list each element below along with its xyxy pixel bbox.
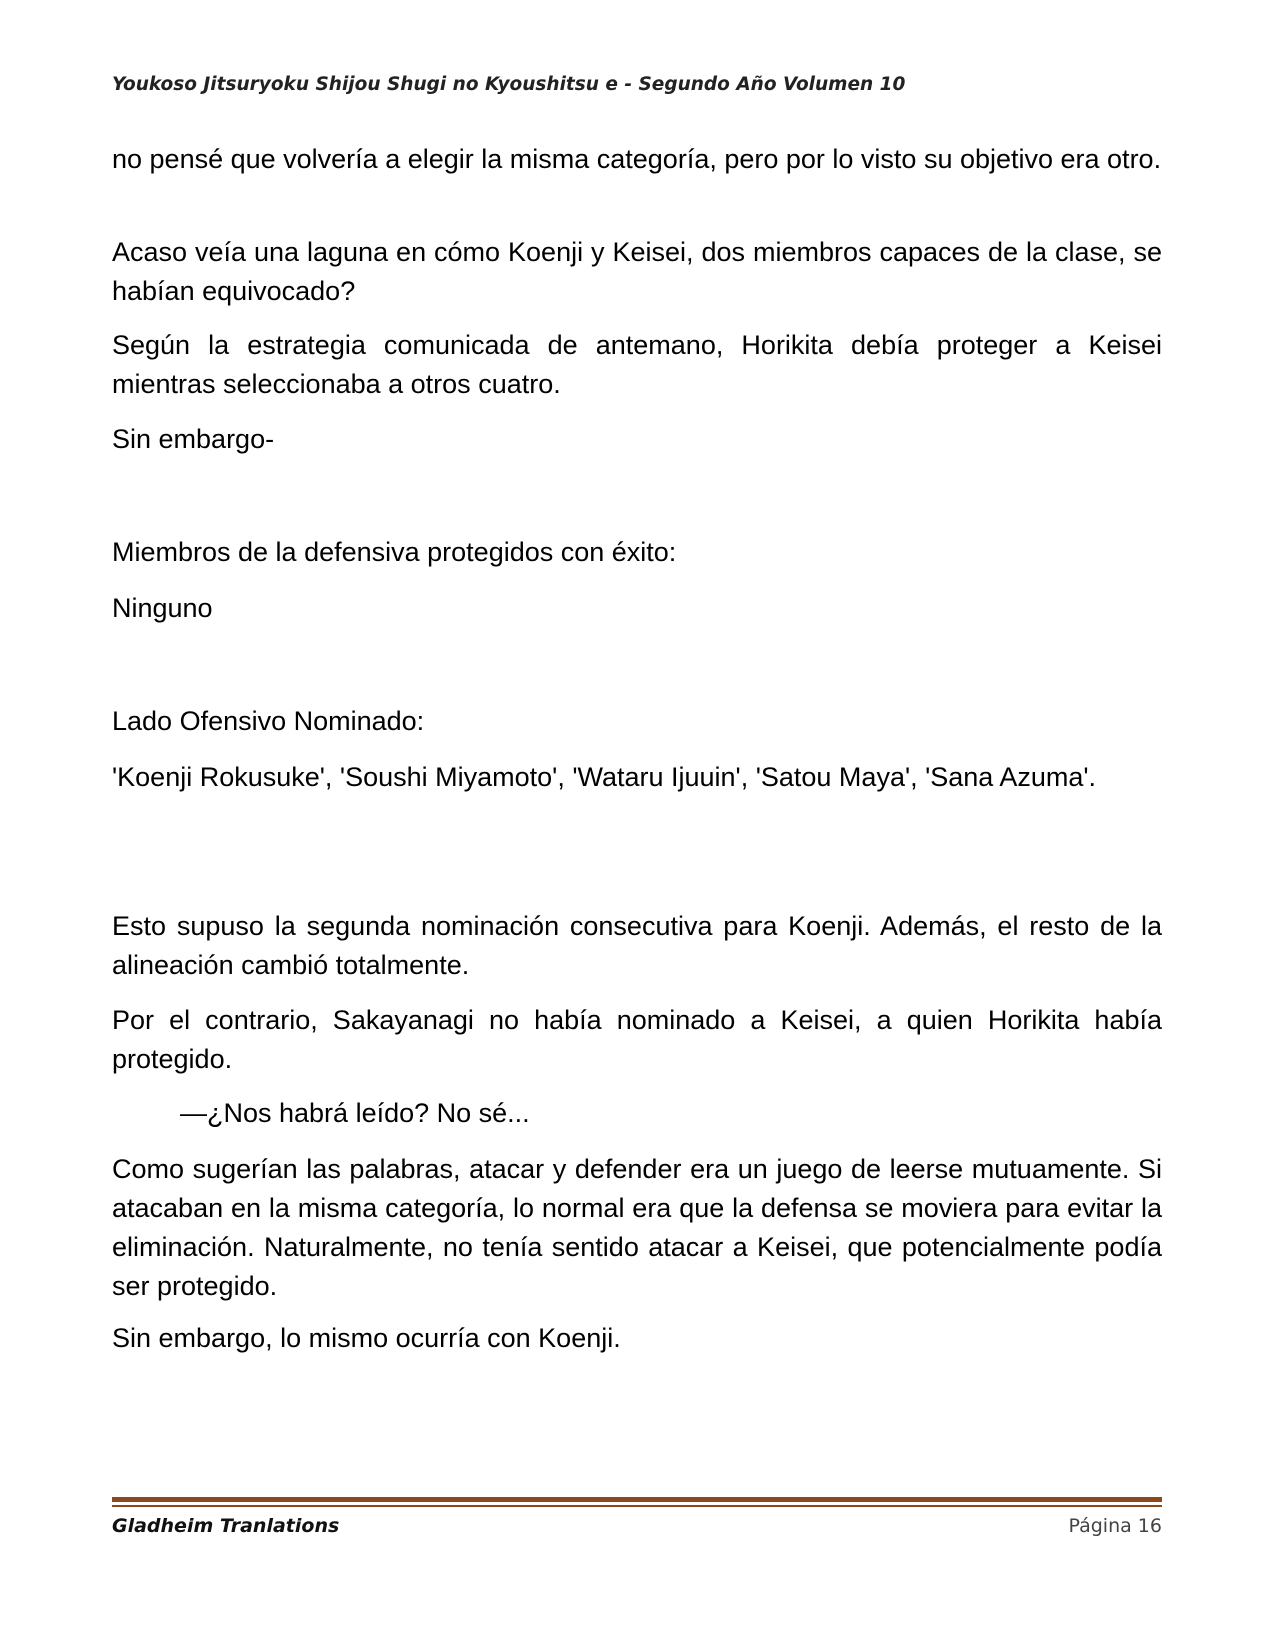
- paragraph: Sin embargo, lo mismo ocurría con Koenji.: [112, 1323, 621, 1353]
- paragraph: Según la estrategia comunicada de antemano, Horikita debía proteger a Keisei mientras seleccionaba a otros cuatro.: [112, 330, 1162, 399]
- footer-credit: Gladheim Tranlations: [112, 1515, 340, 1537]
- paragraph: Lado Ofensivo Nominado:: [112, 706, 425, 736]
- footer-rule-thick: [112, 1497, 1162, 1502]
- running-header: Youkoso Jitsuryoku Shijou Shugi no Kyoushitsu e - Segundo Año Volumen 10: [112, 74, 906, 95]
- page-number: Página 16: [1068, 1515, 1162, 1537]
- paragraph: Sin embargo-: [112, 424, 275, 454]
- paragraph: Ninguno: [112, 593, 213, 623]
- paragraph: 'Koenji Rokusuke', 'Soushi Miyamoto', 'Wataru Ijuuin', 'Satou Maya', 'Sana Azuma'.: [112, 762, 1097, 792]
- footer-rule-thin: [112, 1505, 1162, 1507]
- paragraph: Miembros de la defensiva protegidos con éxito:: [112, 537, 677, 567]
- paragraph: Por el contrario, Sakayanagi no había nominado a Keisei, a quien Horikita había protegido.: [112, 1005, 1162, 1074]
- paragraph-dialogue: —¿Nos habrá leído? No sé...: [180, 1098, 530, 1128]
- paragraph: no pensé que volvería a elegir la misma categoría, pero por lo visto su objetivo era otro.: [112, 144, 1162, 174]
- paragraph: Como sugerían las palabras, atacar y defender era un juego de leerse mutuamente. Si atacaban en la misma categoría, lo normal era que la defensa se moviera para evitar la eliminación. Naturalmente, no tenía sentido atacar a Keisei, que potencialmente podía ser protegido.: [112, 1154, 1162, 1301]
- paragraph: Esto supuso la segunda nominación consecutiva para Koenji. Además, el resto de la alineación cambió totalmente.: [112, 911, 1162, 980]
- paragraph: Acaso veía una laguna en cómo Koenji y Keisei, dos miembros capaces de la clase, se habían equivocado?: [112, 237, 1162, 306]
